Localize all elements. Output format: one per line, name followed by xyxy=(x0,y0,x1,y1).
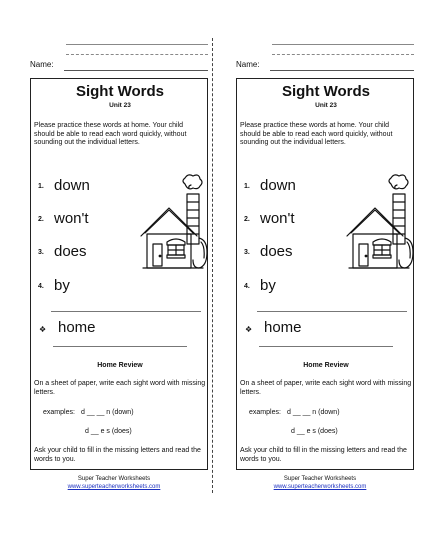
word-number: 1. xyxy=(38,183,44,190)
word-divider-line xyxy=(51,311,201,312)
name-label: Name: xyxy=(30,60,54,69)
sight-word: by xyxy=(54,277,70,294)
footer-link[interactable]: www.superteacherworksheets.com xyxy=(67,484,161,490)
sight-word: won't xyxy=(260,210,295,227)
bonus-word-item xyxy=(34,319,194,339)
word-number: 3. xyxy=(38,249,44,256)
example-item: d __ e s (does) xyxy=(85,428,132,435)
example-item: d __ __ n (down) xyxy=(81,409,134,416)
word-item xyxy=(34,177,144,197)
word-number: 4. xyxy=(38,283,44,290)
word-item xyxy=(34,210,144,230)
section-divider-line xyxy=(53,346,187,347)
review-instructions: On a sheet of paper, write each sight word with missing letters. xyxy=(34,380,206,396)
word-item xyxy=(34,277,144,297)
name-write-line xyxy=(64,70,208,71)
sight-word: won't xyxy=(54,210,89,227)
section-divider-line xyxy=(259,346,393,347)
bonus-sight-word: home xyxy=(264,319,302,336)
word-number: 2. xyxy=(38,216,44,223)
worksheet-half-right xyxy=(220,0,420,550)
example-item: d __ __ n (down) xyxy=(287,409,340,416)
intro-text: Please practice these words at home. Your child should be able to read each word quickly, without sounding out the individual letters. xyxy=(240,122,393,147)
header-dashed-line xyxy=(272,54,414,55)
word-number: 2. xyxy=(244,216,250,223)
bonus-word-item xyxy=(240,319,400,339)
word-number: 1. xyxy=(244,183,250,190)
word-item xyxy=(240,277,350,297)
sight-word: down xyxy=(260,177,296,194)
word-item xyxy=(34,243,144,263)
footer-brand: Super Teacher Worksheets xyxy=(77,476,151,482)
name-write-line xyxy=(270,70,414,71)
word-number: 4. xyxy=(244,283,250,290)
intro-text: Please practice these words at home. Your child should be able to read each word quickly, without sounding out the individual letters. xyxy=(34,122,187,147)
diamond-bullet-icon: ❖ xyxy=(245,325,253,334)
review-followup: Ask your child to fill in the missing letters and read the words to you. xyxy=(34,447,201,463)
review-followup: Ask your child to fill in the missing letters and read the words to you. xyxy=(240,447,407,463)
word-divider-line xyxy=(257,311,407,312)
examples-label: examples: xyxy=(249,409,281,416)
house-icon xyxy=(345,172,421,270)
review-title: Home Review xyxy=(303,362,349,369)
footer-link[interactable]: www.superteacherworksheets.com xyxy=(273,484,367,490)
worksheet-title: Sight Words xyxy=(281,83,371,100)
header-line xyxy=(66,44,208,45)
sight-word: does xyxy=(260,243,293,260)
sight-words-card xyxy=(236,78,414,470)
sight-word: does xyxy=(54,243,87,260)
examples-label: examples: xyxy=(43,409,75,416)
header-dashed-line xyxy=(66,54,208,55)
sight-word: by xyxy=(260,277,276,294)
house-icon xyxy=(139,172,215,270)
word-item xyxy=(240,177,350,197)
word-number: 3. xyxy=(244,249,250,256)
worksheet-title: Sight Words xyxy=(75,83,165,100)
diamond-bullet-icon: ❖ xyxy=(39,325,47,334)
review-title: Home Review xyxy=(97,362,143,369)
footer-brand: Super Teacher Worksheets xyxy=(283,476,357,482)
example-item: d __ e s (does) xyxy=(291,428,338,435)
header-line xyxy=(272,44,414,45)
word-item xyxy=(240,210,350,230)
name-label: Name: xyxy=(236,60,260,69)
sight-word: down xyxy=(54,177,90,194)
review-instructions: On a sheet of paper, write each sight word with missing letters. xyxy=(240,380,412,396)
sight-words-card xyxy=(30,78,208,470)
bonus-sight-word: home xyxy=(58,319,96,336)
unit-label: Unit 23 xyxy=(315,102,337,109)
unit-label: Unit 23 xyxy=(109,102,131,109)
word-item xyxy=(240,243,350,263)
worksheet-half-left xyxy=(14,0,214,550)
